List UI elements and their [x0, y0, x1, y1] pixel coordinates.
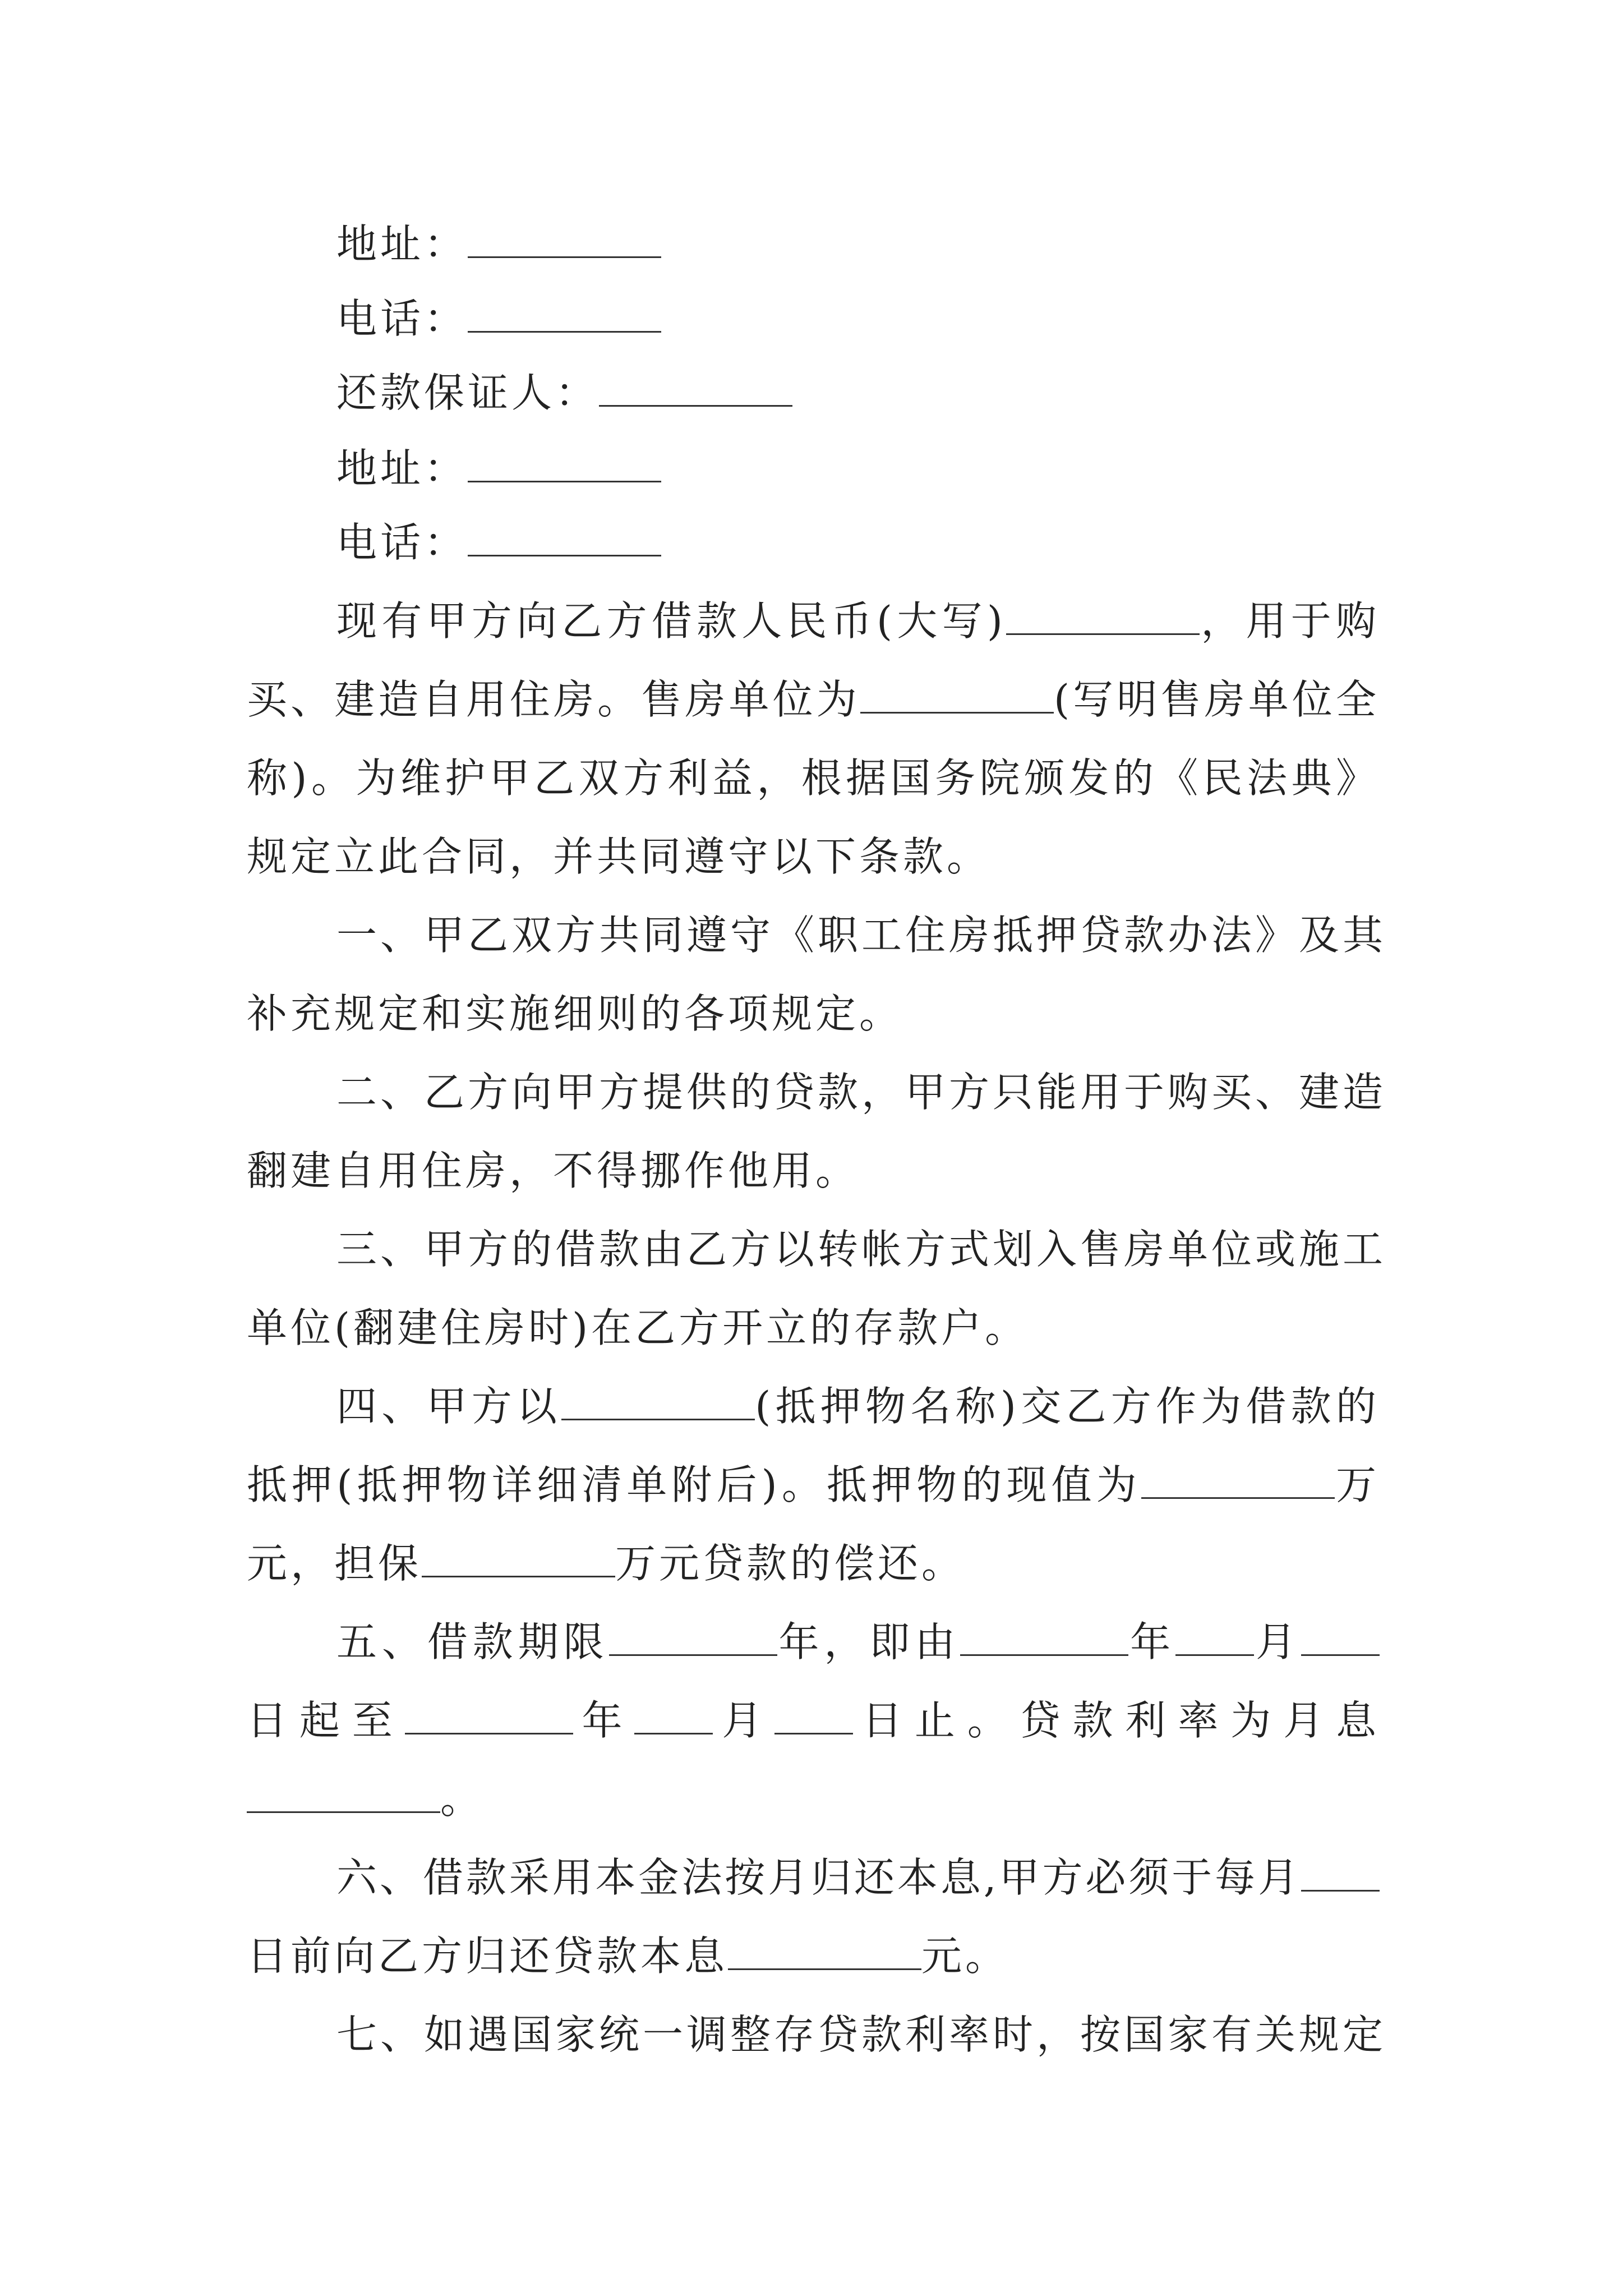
clause-5-text: 月 [1254, 1618, 1301, 1665]
clause-1-line-2: 补充规定和实施细则的各项规定。 [247, 990, 903, 1037]
guarantor-phone-blank[interactable] [468, 520, 661, 556]
clause-5-line-1 [336, 1617, 1380, 1667]
clause-2-line-2: 翻建自用住房，不得挪作他用。 [247, 1147, 860, 1194]
collateral-name-blank[interactable] [561, 1384, 755, 1420]
collateral-value-blank[interactable] [1141, 1462, 1335, 1499]
clause-4-text: (抵押物名称)交乙方作为借款的 [755, 1383, 1380, 1430]
intro-text: 现有甲方向乙方借款人民币(大写) [336, 597, 1006, 645]
intro-text: 买、建造自用住房。售房单位为 [247, 676, 860, 723]
clause-5-line-3 [247, 1774, 484, 1824]
intro-text: ，用于购 [1199, 597, 1380, 645]
start-day-blank[interactable] [1301, 1619, 1380, 1656]
intro-line-4: 规定立此合同，并共同遵守以下条款。 [247, 833, 991, 880]
end-day-blank[interactable] [774, 1698, 853, 1734]
clause-4-line-2 [247, 1460, 1380, 1510]
guarantor-line [336, 367, 792, 418]
repay-amount-blank[interactable] [728, 1934, 921, 1970]
clause-6-line-2 [247, 1931, 1009, 1981]
intro-line-1 [336, 596, 1380, 646]
guarantor-address-line [336, 443, 661, 494]
address-blank[interactable] [468, 222, 661, 258]
clause-5-text: 日起至 [247, 1697, 405, 1744]
repay-day-blank[interactable] [1301, 1855, 1380, 1892]
clause-6-text: 日前向乙方归还贷款本息 [247, 1932, 728, 1980]
intro-text: (写明售房单位全 [1053, 676, 1380, 723]
guarantor-address-blank[interactable] [468, 446, 661, 482]
clause-6-line-1 [336, 1852, 1380, 1903]
guarantor-label: 还款保证人： [336, 369, 600, 416]
clause-4-text: 元，担保 [247, 1540, 422, 1587]
clause-2-line-1: 二、乙方向甲方提供的贷款，甲方只能用于购买、建造 [336, 1069, 1387, 1116]
intro-line-2 [247, 674, 1380, 725]
clause-5-text: 年，即由 [777, 1618, 961, 1665]
clause-7-line-1: 七、如遇国家统一调整存贷款利率时，按国家有关规定 [336, 2011, 1387, 2058]
end-year-blank[interactable] [405, 1698, 573, 1734]
phone-line [336, 293, 661, 344]
address-line [336, 219, 661, 269]
clause-5-text: 日止。贷款利率为月息 [853, 1697, 1380, 1744]
guarantor-blank[interactable] [599, 370, 792, 407]
clause-3-line-1: 三、甲方的借款由乙方以转帐方式划入售房单位或施工 [336, 1226, 1387, 1273]
phone-blank[interactable] [468, 296, 661, 333]
guarantor-phone-line [336, 517, 661, 568]
loan-term-blank[interactable] [609, 1619, 777, 1656]
intro-line-3: 称)。为维护甲乙双方利益，根据国务院颁发的《民法典》 [247, 754, 1380, 802]
clause-5-text: 年 [1128, 1618, 1176, 1665]
clause-6-text: 元。 [921, 1932, 1009, 1980]
clause-5-text: 五、借款期限 [336, 1618, 609, 1665]
clause-4-text: 万元贷款的偿还。 [615, 1540, 966, 1587]
end-month-blank[interactable] [634, 1698, 713, 1734]
start-month-blank[interactable] [1175, 1619, 1254, 1656]
clause-4-line-1 [336, 1381, 1380, 1432]
clause-4-text: 万 [1334, 1461, 1380, 1508]
clause-5-text: 月 [713, 1697, 775, 1744]
clause-6-text: 六、借款采用本金法按月归还本息,甲方必须于每月 [336, 1854, 1301, 1901]
clause-4-line-3 [247, 1538, 965, 1589]
start-year-blank[interactable] [960, 1619, 1128, 1656]
clause-5-text: 。 [440, 1775, 485, 1823]
guarantor-address-label: 地址： [336, 445, 468, 492]
clause-1-line-1: 一、甲乙双方共同遵守《职工住房抵押贷款办法》及其 [336, 912, 1387, 959]
loan-amount-blank[interactable] [1006, 599, 1200, 635]
clause-3-line-2: 单位(翻建住房时)在乙方开立的存款户。 [247, 1304, 1029, 1351]
clause-4-text: 抵押(抵押物详细清单附后)。抵押物的现值为 [247, 1461, 1141, 1508]
monthly-rate-blank[interactable] [247, 1777, 440, 1813]
seller-name-blank[interactable] [860, 677, 1054, 714]
clause-5-line-2 [247, 1695, 1380, 1746]
phone-label: 电话： [336, 295, 468, 342]
clause-5-text: 年 [573, 1697, 635, 1744]
guarantor-phone-label: 电话： [336, 519, 468, 566]
guaranteed-amount-blank[interactable] [422, 1541, 615, 1577]
clause-4-text: 四、甲方以 [336, 1383, 562, 1430]
address-label: 地址： [336, 220, 468, 268]
